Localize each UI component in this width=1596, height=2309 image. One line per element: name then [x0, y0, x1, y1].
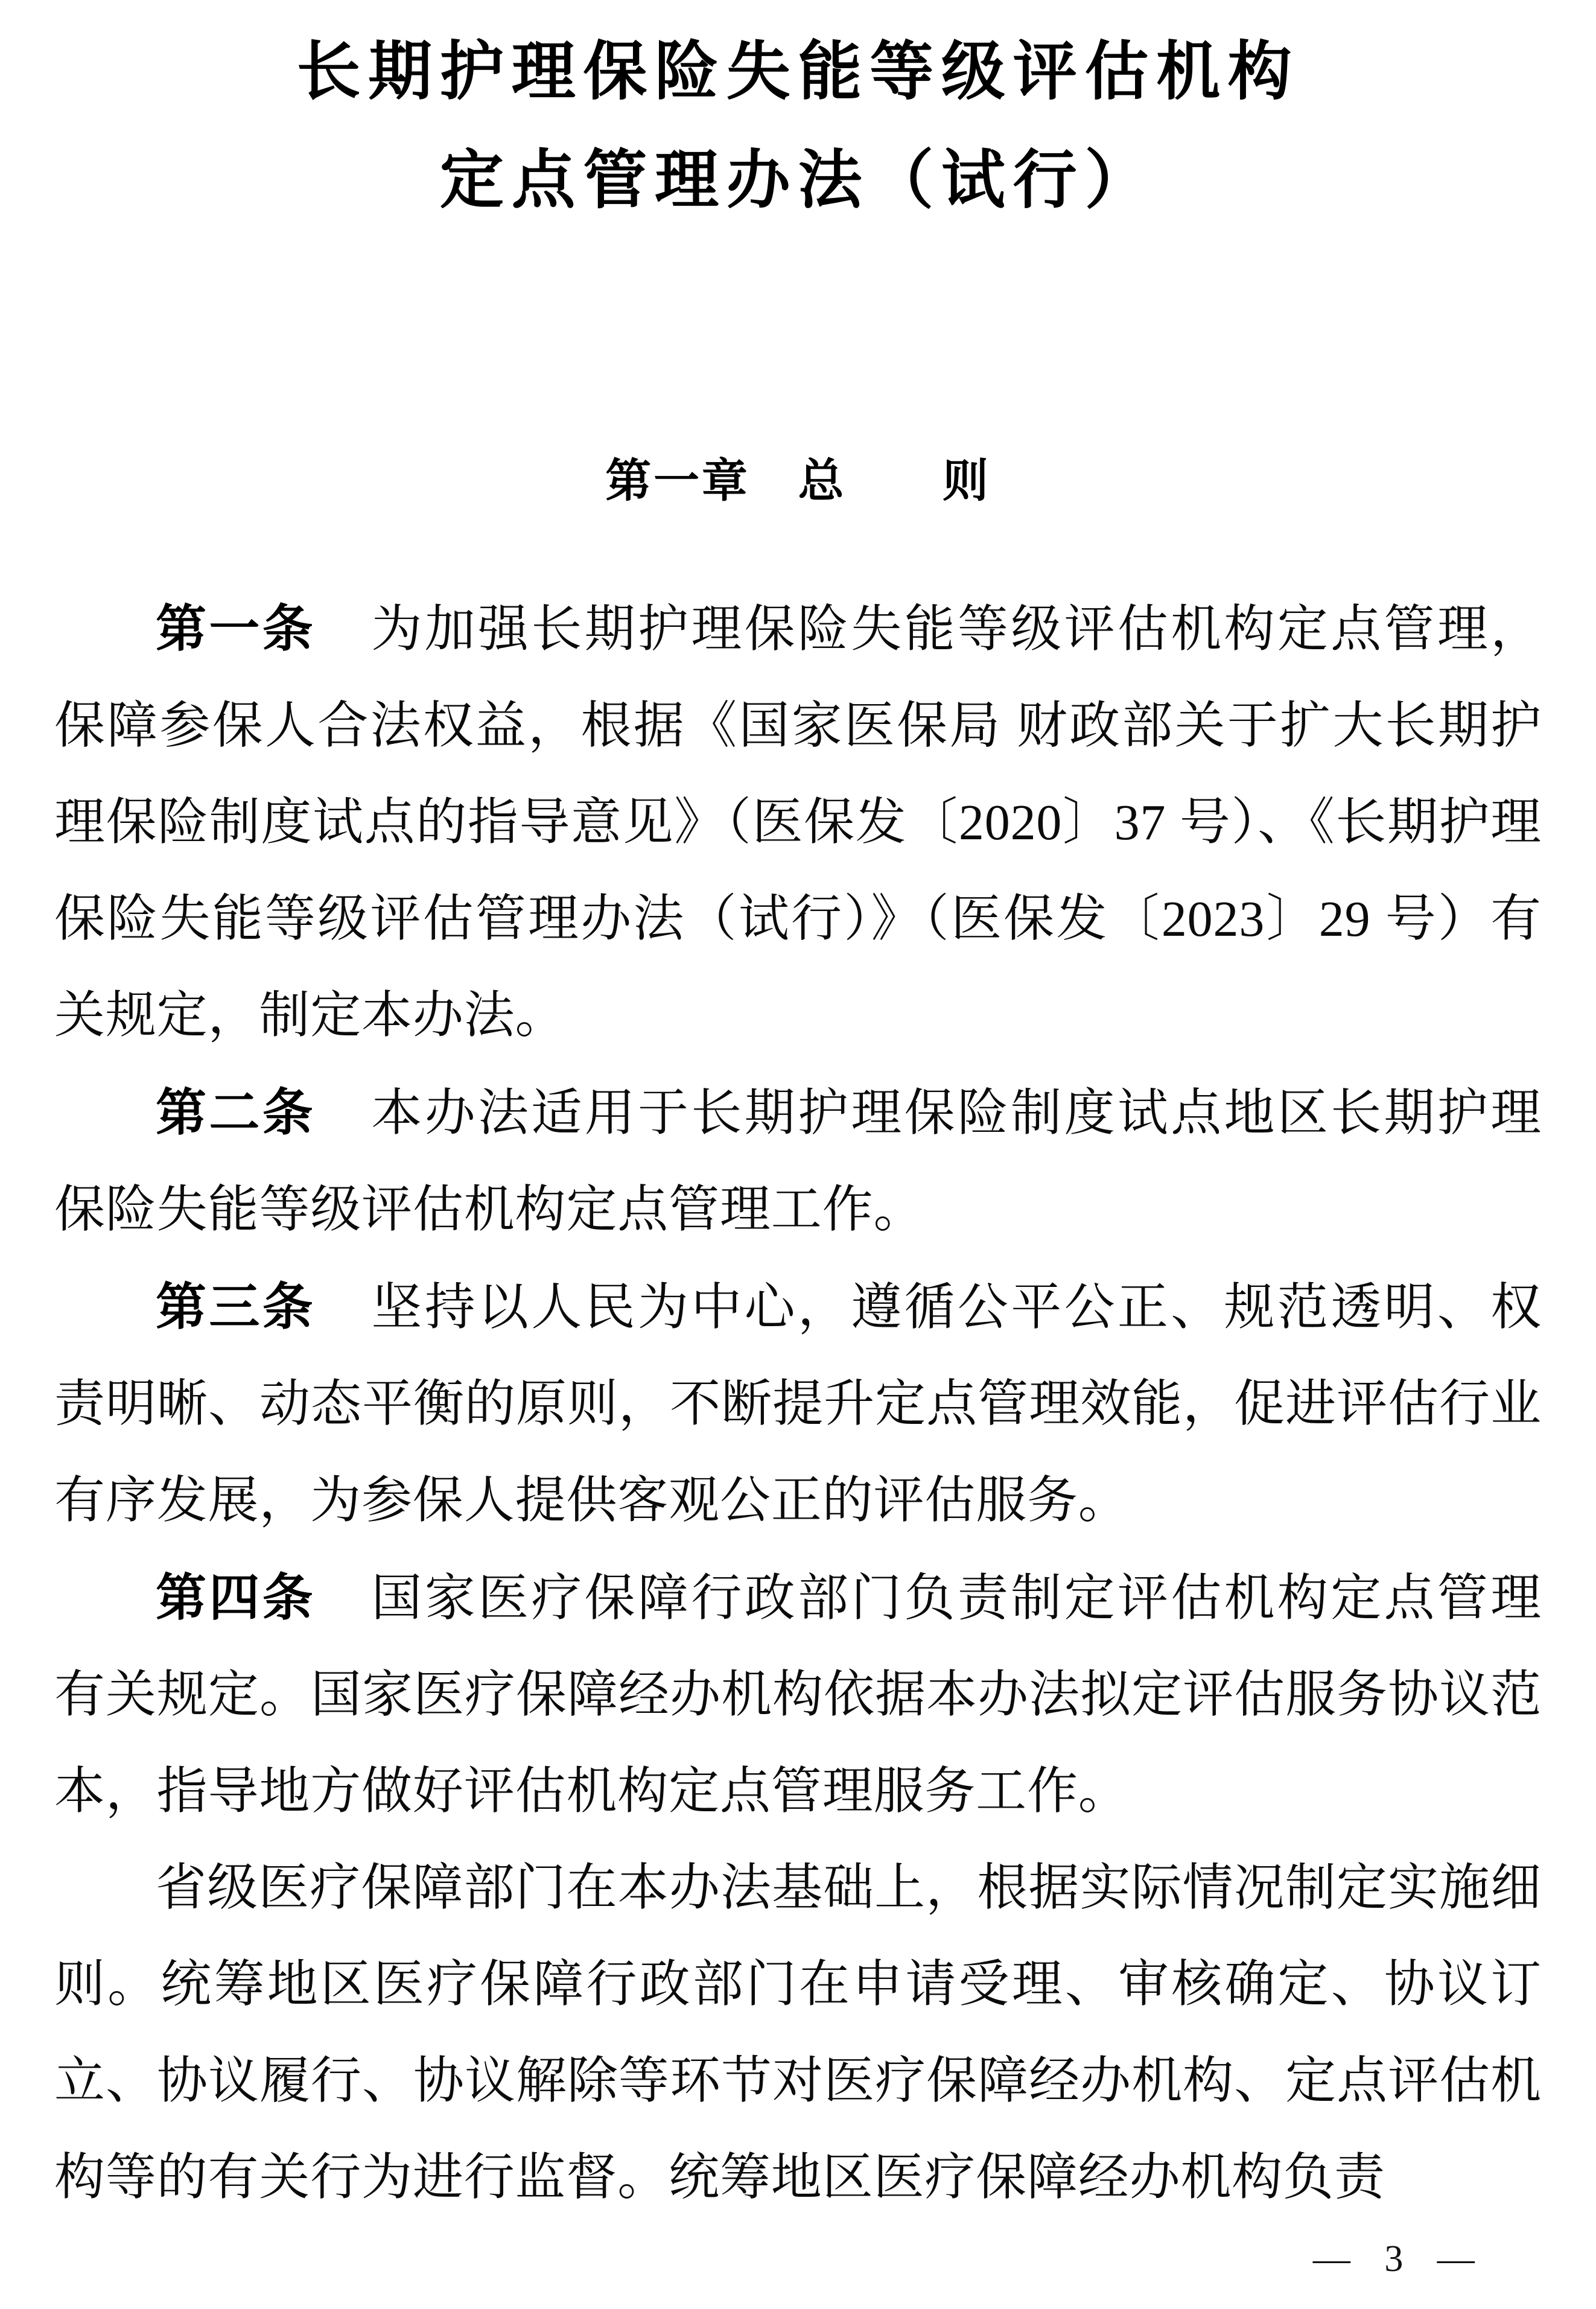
document-title-line2: 定点管理办法（试行）	[439, 145, 1157, 217]
article-label-2: 第二条	[156, 1084, 316, 1141]
article-text-5: 省级医疗保障部门在本办法基础上，根据实际情况制定实施细则。统筹地区医疗保障行政部门在申请受理、审核确定、协议订立、协议履行、协议解除等环节对医疗保障经办机构、定点评估机构等的有关行为进行监督。统筹地区医疗保障经办机构负责	[54, 1860, 1542, 2206]
article-label-1: 第一条	[156, 600, 316, 657]
article-text-3: 坚持以人民为中心，遵循公平公正、规范透明、权责明晰、动态平衡的原则，不断提升定点管理效能，促进评估行业有序发展，为参保人提供客观公正的评估服务。	[54, 1279, 1542, 1529]
document-title	[54, 18, 1542, 235]
article-text-4: 国家医疗保障行政部门负责制定评估机构定点管理有关规定。国家医疗保障经办机构依据本办法拟定评估服务协议范本，指导地方做好评估机构定点管理服务工作。	[54, 1570, 1542, 1820]
document-title-line1: 长期护理保险失能等级评估机构	[296, 37, 1300, 107]
article-label-4: 第四条	[156, 1569, 316, 1626]
page-number: — 3 —	[1312, 2238, 1475, 2279]
article-text-2: 本办法适用于长期护理保险制度试点地区长期护理保险失能等级评估机构定点管理工作。	[54, 1085, 1542, 1238]
article-paragraph-2	[54, 1064, 1542, 1259]
article-paragraph-5	[54, 1840, 1542, 2226]
article-paragraph-4	[54, 1549, 1542, 1840]
article-paragraph-3	[54, 1259, 1542, 1549]
article-paragraph-1	[54, 580, 1542, 1064]
document-body	[54, 580, 1542, 2226]
article-text-1: 为加强长期护理保险失能等级评估机构定点管理，保障参保人合法权益，根据《国家医保局 财政部关于扩大长期护理保险制度试点的指导意见》（医保发〔2020〕37 号）、《长期护理保险失能等级评估管理办法（试行）》（医保发〔2023〕29 号）有关规定，制定本办法。	[54, 601, 1542, 1044]
article-label-3: 第三条	[156, 1278, 316, 1335]
chapter-heading: 第一章 总 则	[605, 456, 991, 507]
